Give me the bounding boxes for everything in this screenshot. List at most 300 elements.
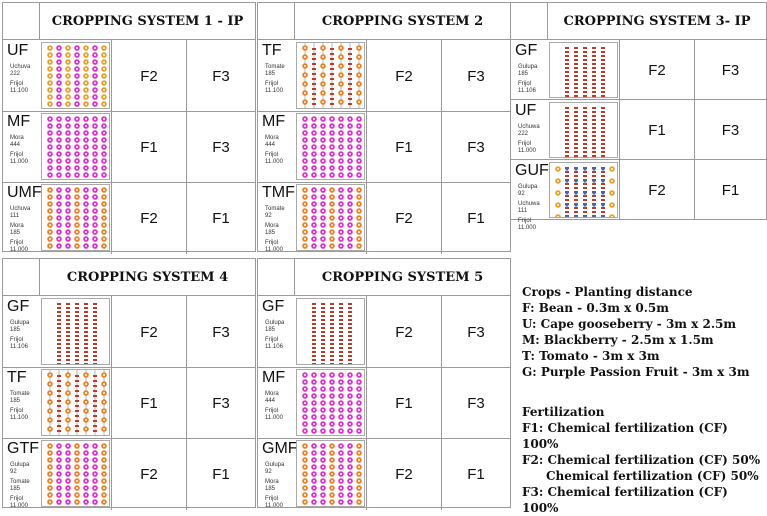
mora-plant-center <box>58 47 60 49</box>
mora-plant-center <box>313 388 315 390</box>
bean-mark <box>574 91 578 93</box>
mora-plant-center <box>94 96 96 98</box>
mora-plant-center <box>58 501 60 503</box>
tomate-plant-center <box>103 401 105 403</box>
mora-plant-center <box>304 174 306 176</box>
tomate-plant-center <box>76 245 78 247</box>
tomate-plant-center <box>103 501 105 503</box>
bean-mark <box>66 307 70 309</box>
mora-plant-center <box>331 118 333 120</box>
bean-mark <box>75 319 79 321</box>
bean-mark <box>574 139 578 141</box>
bean-mark <box>583 75 587 77</box>
bean-mark <box>57 375 61 377</box>
bean-mark <box>75 420 79 422</box>
mora-plant-center <box>67 153 69 155</box>
mora-plant-center <box>322 445 324 447</box>
mora-plant-center <box>67 210 69 212</box>
bean-mark <box>348 315 352 317</box>
fertilization-cell: F2 <box>366 438 441 510</box>
tomate-plant-center <box>304 189 306 191</box>
uchuva-plant-center <box>67 61 69 63</box>
bean-mark <box>57 343 61 345</box>
bean-mark <box>565 95 569 97</box>
bean-mark <box>565 63 569 65</box>
bean-mark <box>93 395 97 397</box>
mora-plant-center <box>340 395 342 397</box>
tomate-plant-center <box>358 466 360 468</box>
bean-mark <box>565 151 569 153</box>
mora-plant-center <box>322 466 324 468</box>
mora-plant-center <box>58 480 60 482</box>
mora-plant-center <box>358 430 360 432</box>
tomate-plant-center <box>49 217 51 219</box>
bean-mark <box>321 335 325 337</box>
tomate-plant-center <box>49 445 51 447</box>
crop-density-list <box>10 206 30 257</box>
tomate-plant-center <box>49 501 51 503</box>
tomate-plant-center <box>76 231 78 233</box>
tomate-plant-center <box>358 56 360 58</box>
mora-plant-center <box>58 146 60 148</box>
crop-name: Frijol <box>265 81 278 87</box>
mora-plant-center <box>331 167 333 169</box>
tomate-plant-center <box>304 452 306 454</box>
tomate-plant-center <box>85 374 87 376</box>
planting-layout <box>296 184 365 251</box>
bean-mark <box>75 307 79 309</box>
tomate-plant-center <box>49 466 51 468</box>
bean-mark <box>93 380 97 382</box>
bean-mark <box>312 88 316 90</box>
treatment-code: UF <box>7 42 29 59</box>
uchuva-plant-center <box>85 96 87 98</box>
bean-mark <box>583 63 587 65</box>
bean-mark <box>565 131 569 133</box>
mora-plant-center <box>76 96 78 98</box>
bean-mark <box>330 355 334 357</box>
gulupa-plant <box>565 191 568 194</box>
crop-density: 11.000 <box>265 502 283 509</box>
bean-mark <box>75 395 79 397</box>
bean-mark <box>583 143 587 145</box>
mora-plant-center <box>58 68 60 70</box>
mora-plant-center <box>349 196 351 198</box>
mora-plant-center <box>94 501 96 503</box>
mora-plant-center <box>331 174 333 176</box>
treatment-code: GTF <box>7 440 39 457</box>
mora-plant-center <box>304 409 306 411</box>
bean-mark <box>321 359 325 361</box>
mora-plant-center <box>331 160 333 162</box>
tomate-plant-center <box>358 480 360 482</box>
bean-mark <box>592 115 596 117</box>
crop-name: Tomate <box>10 479 30 485</box>
legend-fert-title: Fertilization <box>522 405 605 419</box>
bean-mark <box>592 95 596 97</box>
bean-mark <box>57 430 61 432</box>
mora-plant-center <box>58 174 60 176</box>
bean-mark <box>601 51 605 53</box>
mora-plant-center <box>313 487 315 489</box>
mora-plant-center <box>304 388 306 390</box>
crop-density-list <box>518 64 537 98</box>
mora-plant-center <box>313 473 315 475</box>
mora-plant-center <box>313 210 315 212</box>
cropping-system-1 <box>2 2 256 252</box>
tomate-plant-center <box>85 401 87 403</box>
mora-plant-center <box>358 174 360 176</box>
planting-layout-drawing <box>42 299 110 365</box>
mora-plant-center <box>313 466 315 468</box>
tomate-plant-center <box>49 189 51 191</box>
bean-mark <box>312 323 316 325</box>
crop-entry <box>265 135 283 148</box>
mora-plant-center <box>94 196 96 198</box>
mora-plant-center <box>67 118 69 120</box>
bean-mark <box>348 63 352 65</box>
bean-mark <box>583 131 587 133</box>
mora-plant-center <box>58 494 60 496</box>
mora-plant-center <box>322 189 324 191</box>
planting-layout-drawing <box>550 103 618 158</box>
bean-mark <box>321 307 325 309</box>
tomate-plant-center <box>340 101 342 103</box>
bean-mark <box>565 127 569 129</box>
mora-plant-center <box>85 146 87 148</box>
bean-mark <box>312 315 316 317</box>
crop-name: Gulupa <box>10 320 30 326</box>
crop-density: 11.000 <box>265 414 283 421</box>
mora-plant-center <box>349 374 351 376</box>
bean-mark <box>583 183 587 185</box>
uchuva-plant-center <box>49 89 51 91</box>
bean-mark <box>339 355 343 357</box>
mora-plant-center <box>58 210 60 212</box>
legend-fert-2: Chemical fertilization (CF) 50% <box>546 469 759 483</box>
mora-plant-center <box>85 452 87 454</box>
mora-plant-center <box>313 125 315 127</box>
bean-mark <box>348 327 352 329</box>
bean-mark <box>57 327 61 329</box>
crop-density: 11.000 <box>10 246 28 253</box>
gulupa-plant <box>583 203 586 206</box>
bean-mark <box>75 435 79 436</box>
bean-mark <box>75 380 79 382</box>
bean-mark <box>592 211 596 213</box>
mora-plant-center <box>85 238 87 240</box>
system-title: CROPPING SYSTEM 1 - IP <box>39 3 255 40</box>
bean-mark <box>93 425 97 427</box>
mora-plant-center <box>85 501 87 503</box>
mora-plant-center <box>349 139 351 141</box>
tomate-plant-center <box>49 203 51 205</box>
crop-density: 444 <box>265 141 276 148</box>
mora-plant-center <box>85 132 87 134</box>
bean-mark <box>583 135 587 137</box>
mora-plant-center <box>67 224 69 226</box>
mora-plant-center <box>94 153 96 155</box>
mora-plant-center <box>313 238 315 240</box>
gulupa-plant <box>574 179 577 182</box>
bean-mark <box>57 335 61 337</box>
tomate-plant-center <box>103 428 105 430</box>
bean-mark <box>330 58 334 60</box>
uchuva-plant-center <box>67 89 69 91</box>
tomate-plant-center <box>331 459 333 461</box>
tomate-plant-center <box>322 83 324 85</box>
mora-plant-center <box>76 61 78 63</box>
bean-mark <box>84 319 88 321</box>
bean-mark <box>330 83 334 85</box>
bean-mark <box>339 331 343 333</box>
mora-plant-center <box>349 459 351 461</box>
mora-plant-center <box>304 416 306 418</box>
crop-density-list <box>265 206 285 257</box>
mora-plant-center <box>358 402 360 404</box>
crop-entry <box>518 124 540 137</box>
mora-plant-center <box>313 139 315 141</box>
mora-plant-center <box>94 480 96 482</box>
crop-density: 444 <box>265 397 276 404</box>
crop-name: Frijol <box>10 240 23 246</box>
mora-plant-center <box>313 459 315 461</box>
bean-mark <box>93 343 97 345</box>
tomate-plant-center <box>76 203 78 205</box>
crop-density-list <box>10 320 29 354</box>
mora-plant-center <box>313 224 315 226</box>
bean-mark <box>312 355 316 357</box>
bean-mark <box>565 91 569 93</box>
bean-mark <box>348 88 352 90</box>
bean-mark <box>592 139 596 141</box>
mora-plant-center <box>85 153 87 155</box>
bean-mark <box>565 207 569 209</box>
bean-mark <box>66 343 70 345</box>
bean-mark <box>339 307 343 309</box>
mora-plant-center <box>313 416 315 418</box>
tomate-plant-center <box>331 196 333 198</box>
planting-layout <box>296 369 365 436</box>
mora-plant-center <box>331 374 333 376</box>
crop-entry <box>265 223 285 236</box>
mora-plant-center <box>313 494 315 496</box>
bean-mark <box>592 207 596 209</box>
crop-entry <box>265 152 283 165</box>
tomate-plant-center <box>304 196 306 198</box>
tomate-plant-center <box>340 83 342 85</box>
bean-mark <box>348 93 352 95</box>
mora-plant-center <box>58 189 60 191</box>
bean-mark <box>93 405 97 407</box>
bean-mark <box>57 405 61 407</box>
planting-layout-drawing <box>297 299 365 365</box>
crop-name: Gulupa <box>10 462 30 468</box>
mora-plant-center <box>331 388 333 390</box>
bean-mark <box>339 359 343 361</box>
bean-mark <box>339 303 343 305</box>
bean-mark <box>574 143 578 145</box>
crop-entry <box>10 135 28 148</box>
mora-plant-center <box>358 153 360 155</box>
bean-mark <box>583 79 587 81</box>
uchuva-plant-center <box>103 82 105 84</box>
bean-mark <box>583 115 587 117</box>
tomate-plant-center <box>304 83 306 85</box>
crop-density: 92 <box>10 468 17 475</box>
bean-mark <box>330 359 334 361</box>
tomate-plant-center <box>304 445 306 447</box>
bean-mark <box>565 59 569 61</box>
fertilization-cell: F2 <box>619 160 694 220</box>
uchuva-plant-center <box>67 47 69 49</box>
bean-mark <box>574 83 578 85</box>
tomate-plant-center <box>49 494 51 496</box>
mora-plant-center <box>349 146 351 148</box>
bean-mark <box>321 315 325 317</box>
bean-mark <box>565 171 569 173</box>
mora-plant-center <box>67 231 69 233</box>
uchuva-plant-center <box>49 54 51 56</box>
fertilization-cell: F3 <box>186 40 255 112</box>
tomate-plant-center <box>304 224 306 226</box>
bean-mark <box>312 103 316 105</box>
tomate-plant-center <box>67 383 69 385</box>
mora-plant-center <box>103 167 105 169</box>
bean-mark <box>330 98 334 100</box>
tomate-plant-center <box>103 466 105 468</box>
mora-plant-center <box>49 174 51 176</box>
tomate-plant-center <box>85 428 87 430</box>
bean-mark <box>339 363 343 365</box>
mora-plant-center <box>340 245 342 247</box>
legend-fert-3: F3: Chemical fertilization (CF) 100% <box>522 485 728 515</box>
crop-density: 11.000 <box>265 246 283 253</box>
bean-mark <box>66 363 70 365</box>
mora-plant-center <box>58 103 60 105</box>
bean-mark <box>565 115 569 117</box>
tomate-plant-center <box>103 203 105 205</box>
bean-mark <box>565 75 569 77</box>
mora-plant-center <box>304 430 306 432</box>
bean-mark <box>339 323 343 325</box>
mora-plant-center <box>322 118 324 120</box>
mora-plant-center <box>340 416 342 418</box>
bean-mark <box>84 343 88 345</box>
bean-mark <box>565 155 569 157</box>
mora-plant-center <box>85 224 87 226</box>
crop-density-list <box>10 135 28 169</box>
bean-mark <box>583 107 587 109</box>
crop-density: 185 <box>265 485 276 492</box>
uchuva-plant-center <box>67 75 69 77</box>
mora-plant-center <box>304 132 306 134</box>
mora-plant-center <box>358 139 360 141</box>
bean-mark <box>592 83 596 85</box>
tomate-plant-center <box>49 452 51 454</box>
bean-mark <box>601 155 605 157</box>
crop-entry <box>265 64 285 77</box>
mora-plant-center <box>67 480 69 482</box>
bean-mark <box>93 410 97 412</box>
legend-fert-1: F2: Chemical fertilization (CF) 50% <box>522 453 761 467</box>
mora-plant-center <box>349 494 351 496</box>
gulupa-plant <box>583 191 586 194</box>
bean-mark <box>312 339 316 341</box>
tomate-plant-center <box>103 217 105 219</box>
crop-density: 11.106 <box>10 343 28 350</box>
mora-plant-center <box>340 153 342 155</box>
mora-plant-center <box>349 203 351 205</box>
mora-plant-center <box>58 466 60 468</box>
crop-density: 222 <box>10 70 21 77</box>
bean-mark <box>93 331 97 333</box>
fertilization-cell: F3 <box>441 111 510 183</box>
cropping-system-2 <box>257 2 511 252</box>
legend-fert-0: F1: Chemical fertilization (CF) 100% <box>522 421 728 451</box>
bean-mark <box>57 339 61 341</box>
bean-mark <box>93 335 97 337</box>
system-row <box>3 438 255 510</box>
bean-mark <box>565 71 569 73</box>
mora-plant-center <box>76 82 78 84</box>
crop-name: Frijol <box>265 152 278 158</box>
mora-plant-center <box>340 374 342 376</box>
system-title: CROPPING SYSTEM 4 <box>39 259 255 296</box>
mora-plant-center <box>94 466 96 468</box>
bean-mark <box>601 183 605 185</box>
mora-plant-center <box>85 245 87 247</box>
gulupa-plant <box>592 167 595 170</box>
bean-mark <box>583 207 587 209</box>
treatment-code: UMF <box>7 184 42 201</box>
bean-mark <box>321 331 325 333</box>
tomate-plant-center <box>304 231 306 233</box>
bean-mark <box>565 147 569 149</box>
tomate-plant-center <box>85 392 87 394</box>
mora-plant-center <box>313 174 315 176</box>
mora-plant-center <box>67 459 69 461</box>
gulupa-plant <box>601 203 604 206</box>
fertilization-cell: F1 <box>366 111 441 183</box>
uchuva-plant-center <box>611 168 613 170</box>
mora-plant-center <box>322 238 324 240</box>
bean-mark <box>601 175 605 177</box>
bean-mark <box>57 385 61 387</box>
tomate-plant-center <box>103 189 105 191</box>
bean-mark <box>565 111 569 113</box>
crop-name: Gulupa <box>265 462 285 468</box>
bean-mark <box>574 171 578 173</box>
mora-plant-center <box>340 224 342 226</box>
bean-mark <box>592 131 596 133</box>
treatment-code: GF <box>515 42 538 59</box>
bean-mark <box>601 115 605 117</box>
tomate-plant-center <box>49 459 51 461</box>
bean-mark <box>75 323 79 325</box>
mora-plant-center <box>349 416 351 418</box>
mora-plant-center <box>94 217 96 219</box>
crop-name: Frijol <box>518 81 531 87</box>
tomate-plant-center <box>103 231 105 233</box>
bean-mark <box>583 195 587 197</box>
bean-mark <box>339 339 343 341</box>
tomate-plant-center <box>304 74 306 76</box>
bean-mark <box>592 183 596 185</box>
bean-mark <box>601 59 605 61</box>
tomate-plant-center <box>304 487 306 489</box>
bean-mark <box>330 63 334 65</box>
